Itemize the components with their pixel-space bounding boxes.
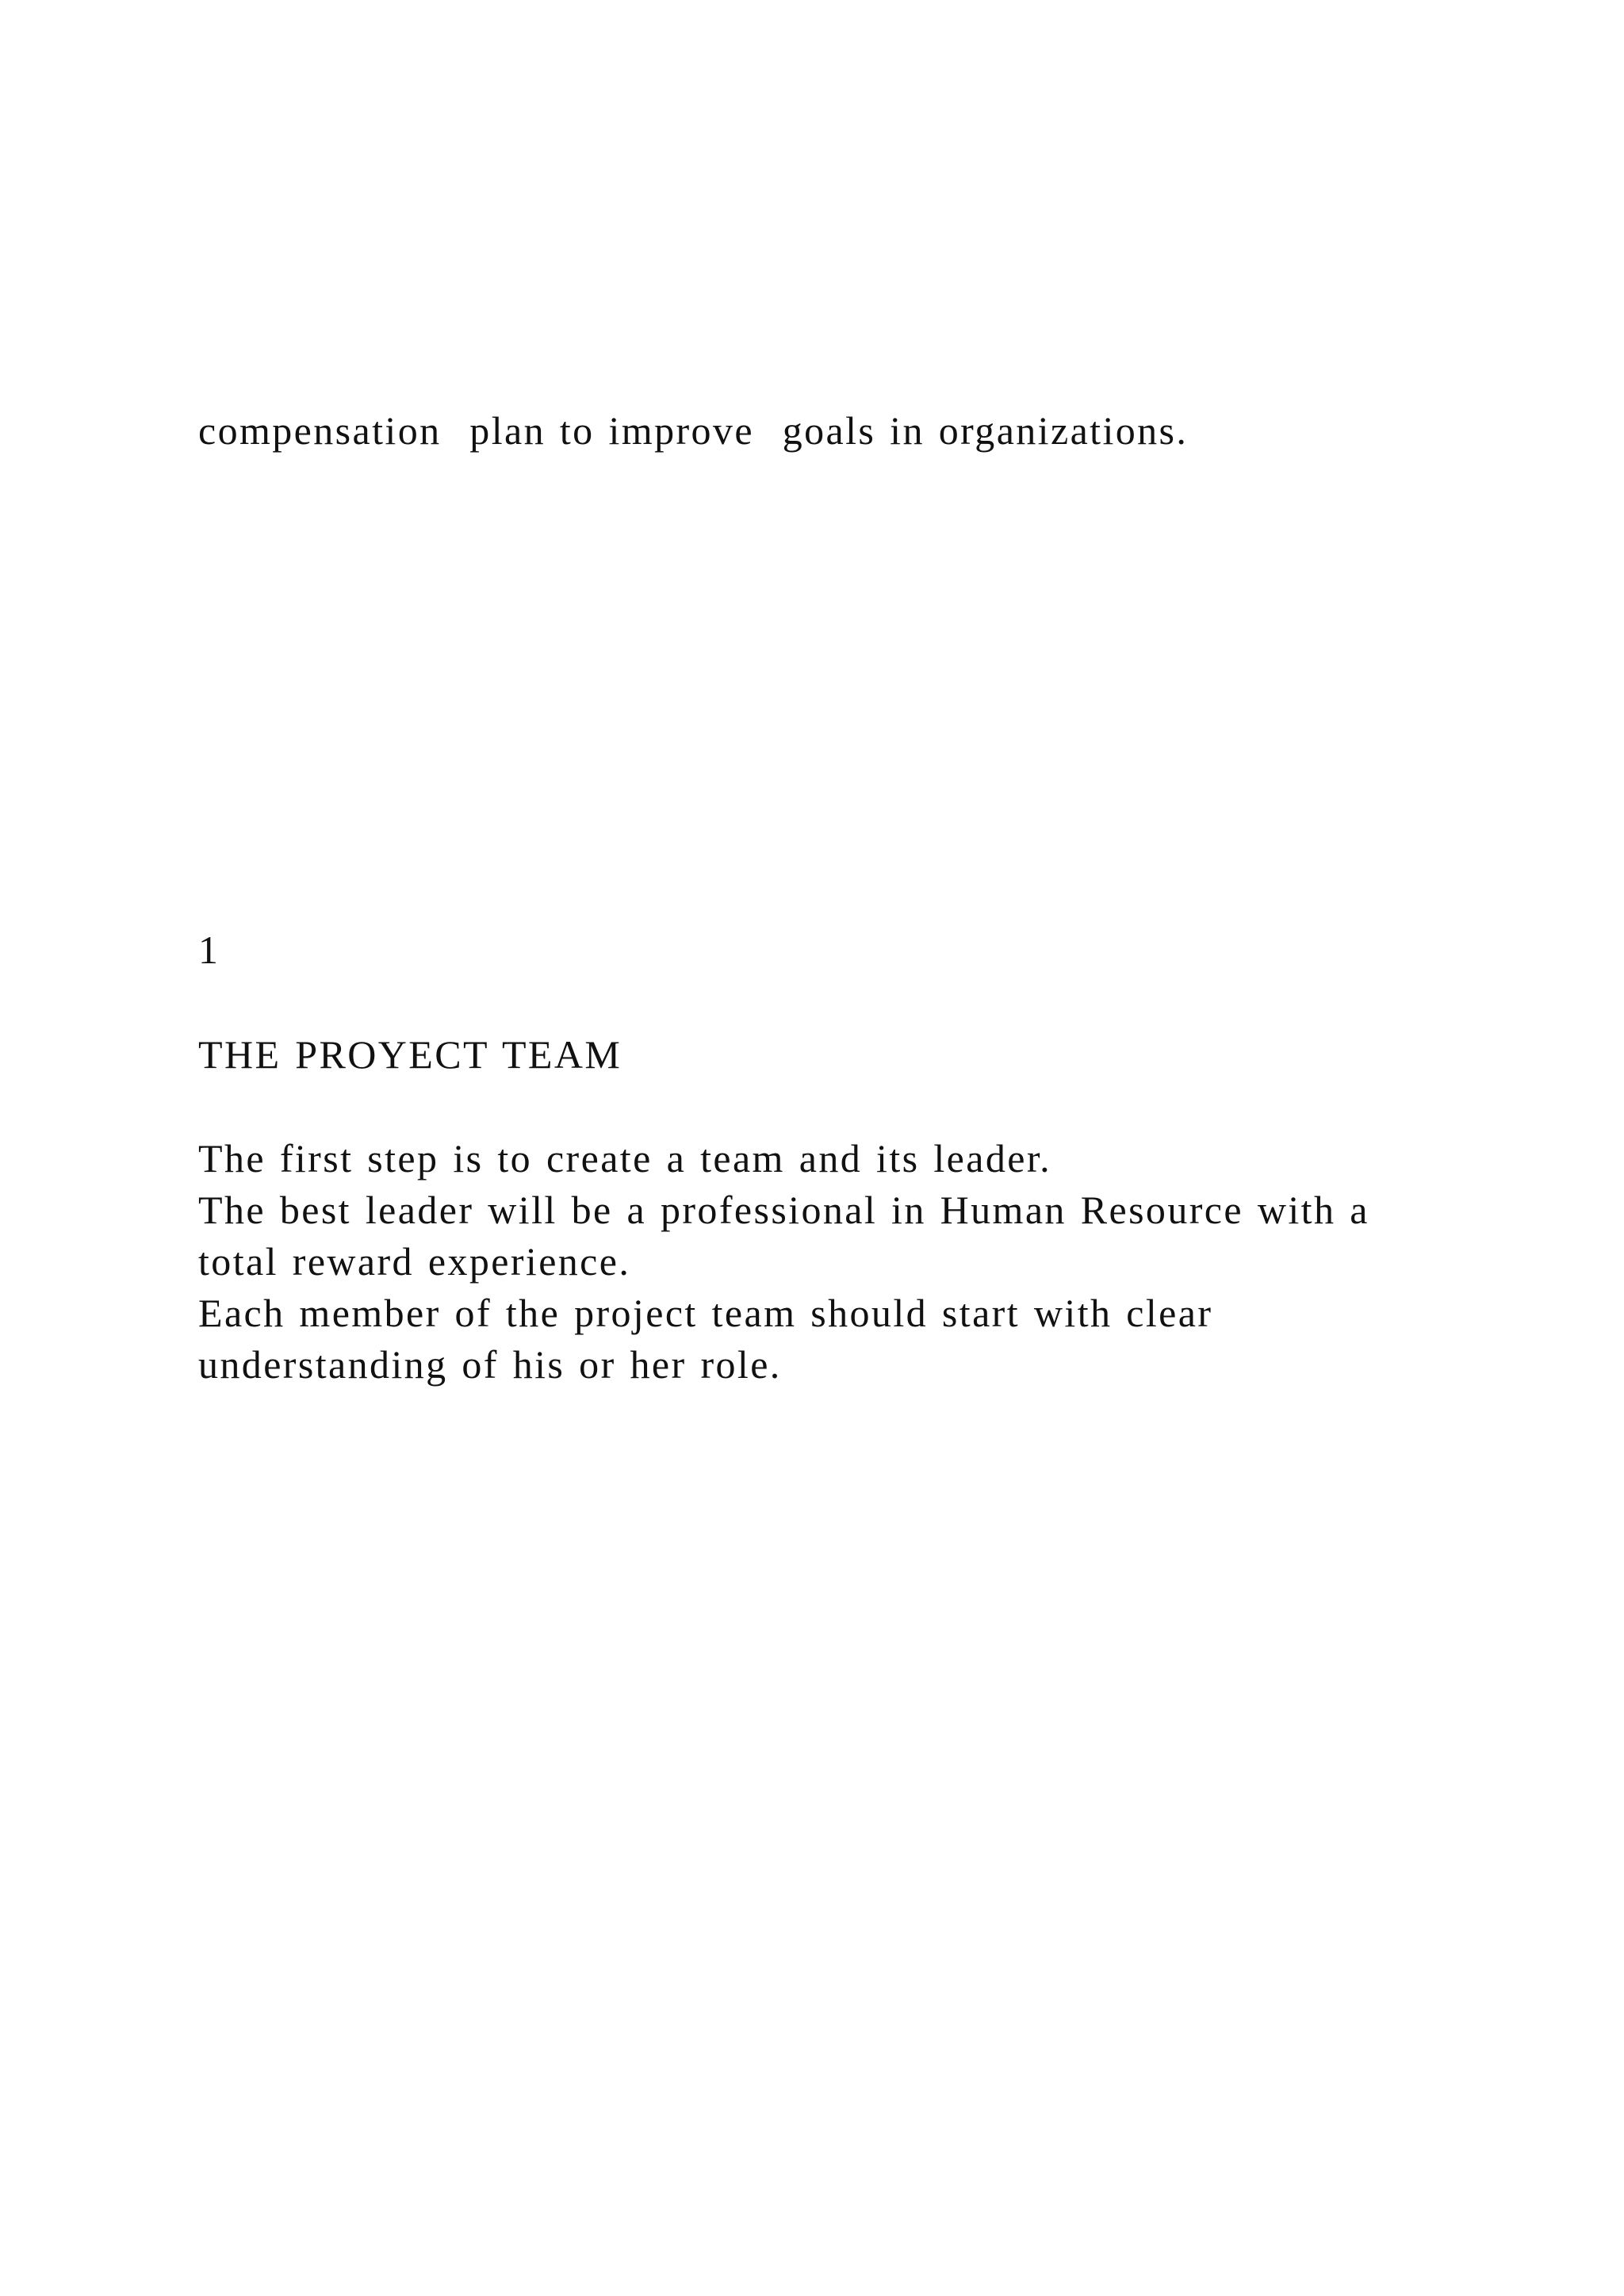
section-heading: THE PROYECT TEAM [198,1032,622,1077]
body-text-line: total reward experience. [198,1239,631,1284]
body-text-line: Each member of the project team should start with clear [198,1291,1213,1335]
intro-text-line: compensation plan to improve goals in organizations. [198,408,1189,453]
body-text-line: The first step is to create a team and its leader. [198,1136,1052,1181]
page-number: 1 [198,928,220,972]
body-text-line: understanding of his or her role. [198,1342,782,1387]
body-text-line: The best leader will be a professional in Human Resource with a [198,1188,1369,1232]
